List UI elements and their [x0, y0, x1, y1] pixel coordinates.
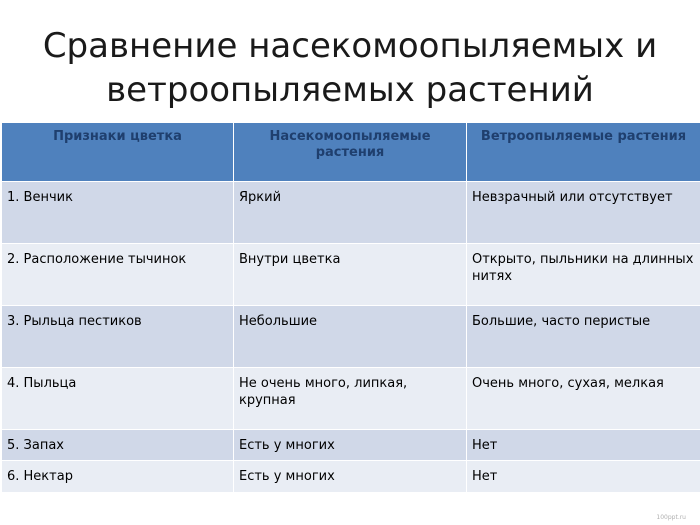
table-row	[2, 461, 700, 493]
row-feature: 1. Венчик	[2, 182, 234, 244]
table-row	[2, 430, 700, 461]
row-insect-value: Есть у многих	[234, 461, 467, 493]
row-feature: 6. Нектар	[2, 461, 234, 493]
row-wind-value: Большие, часто перистые	[467, 306, 700, 368]
comparison-table	[1, 122, 700, 493]
row-feature: 5. Запах	[2, 430, 234, 461]
table-row	[2, 182, 700, 244]
row-wind-value: Открыто, пыльники на длинных нитях	[467, 244, 700, 306]
row-wind-value: Нет	[467, 430, 700, 461]
row-feature: 2. Расположение тычинок	[2, 244, 234, 306]
row-wind-value: Нет	[467, 461, 700, 493]
watermark: 100ppt.ru	[656, 514, 686, 521]
row-wind-value: Очень много, сухая, мелкая	[467, 368, 700, 430]
row-insect-value: Есть у многих	[234, 430, 467, 461]
row-insect-value: Небольшие	[234, 306, 467, 368]
row-wind-value: Невзрачный или отсутствует	[467, 182, 700, 244]
table-row	[2, 244, 700, 306]
header-wind-pollinated: Ветроопыляемые растения	[467, 123, 700, 182]
header-insect-pollinated: Насекомоопыляемые растения	[234, 123, 467, 182]
header-features: Признаки цветка	[2, 123, 234, 182]
table-row	[2, 368, 700, 430]
row-insect-value: Внутри цветка	[234, 244, 467, 306]
row-feature: 3. Рыльца пестиков	[2, 306, 234, 368]
row-insect-value: Не очень много, липкая, крупная	[234, 368, 467, 430]
row-insect-value: Яркий	[234, 182, 467, 244]
slide-title: Сравнение насекомоопыляемых и ветроопыляемых растений	[42, 26, 658, 110]
row-feature: 4. Пыльца	[2, 368, 234, 430]
table-row	[2, 306, 700, 368]
table-header-row	[2, 123, 700, 182]
